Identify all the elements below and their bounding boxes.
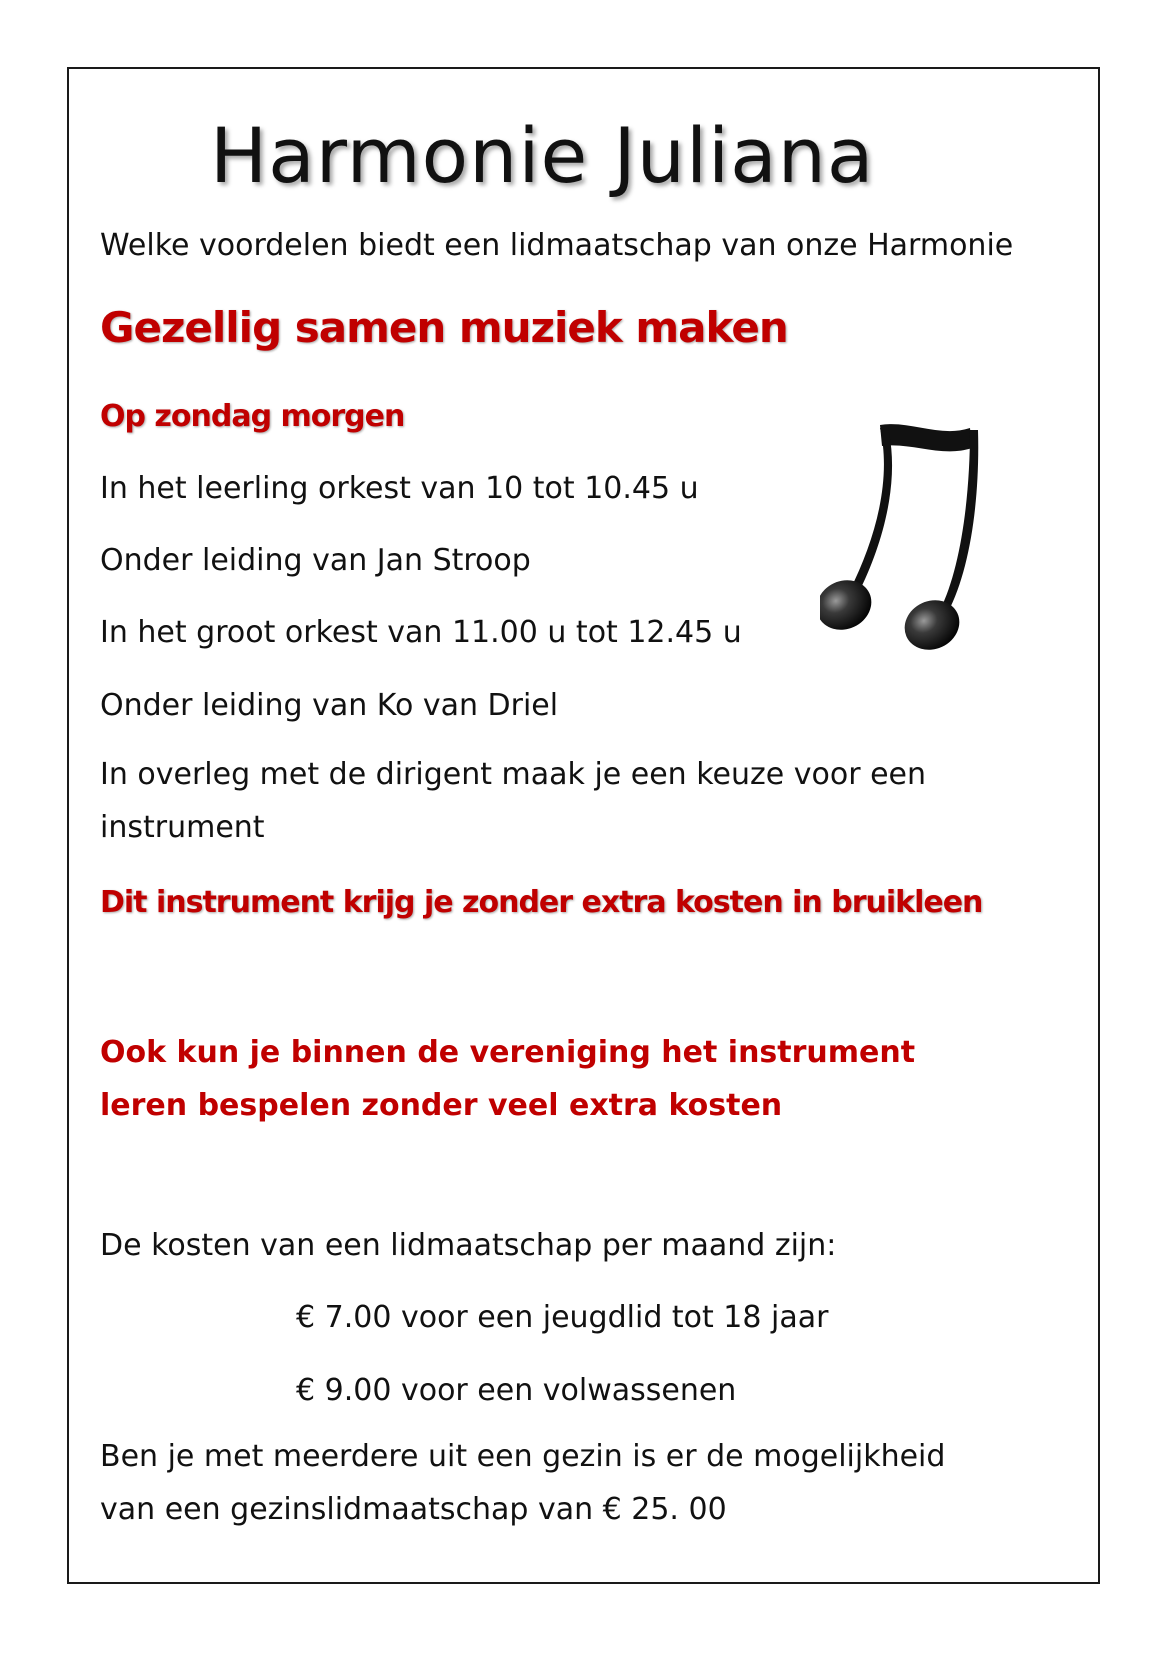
schedule-line-2: Onder leiding van Jan Stroop [100,543,531,578]
subheadline: Op zondag morgen [100,399,405,434]
schedule-line-1: In het leerling orkest van 10 tot 10.45 u [100,471,699,506]
instrument-choice-text: In overleg met de dirigent maak je een keuze voor een instrument [100,757,927,845]
family-membership-text: Ben je met meerdere uit een gezin is er de mogelijkheid van een gezinslidmaatschap van € 25. 00 [100,1439,946,1527]
price-adult: € 9.00 voor een volwassenen [296,1373,737,1408]
lessons-text: Ook kun je binnen de vereniging het instrument leren bespelen zonder veel extra kosten [100,1035,916,1123]
loan-text: Dit instrument krijg je zonder extra kosten in bruikleen [100,885,983,920]
intro-text: Welke voordelen biedt een lidmaatschap van onze Harmonie [100,228,1014,263]
headline: Gezellig samen muziek maken [100,303,788,352]
schedule-line-4: Onder leiding van Ko van Driel [100,688,559,723]
costs-intro: De kosten van een lidmaatschap per maand zijn: [100,1228,837,1263]
page-title: Harmonie Juliana [210,111,875,200]
schedule-line-3: In het groot orkest van 11.00 u tot 12.45 u [100,615,742,650]
price-youth: € 7.00 voor een jeugdlid tot 18 jaar [296,1300,829,1335]
music-note-icon [820,420,1020,670]
